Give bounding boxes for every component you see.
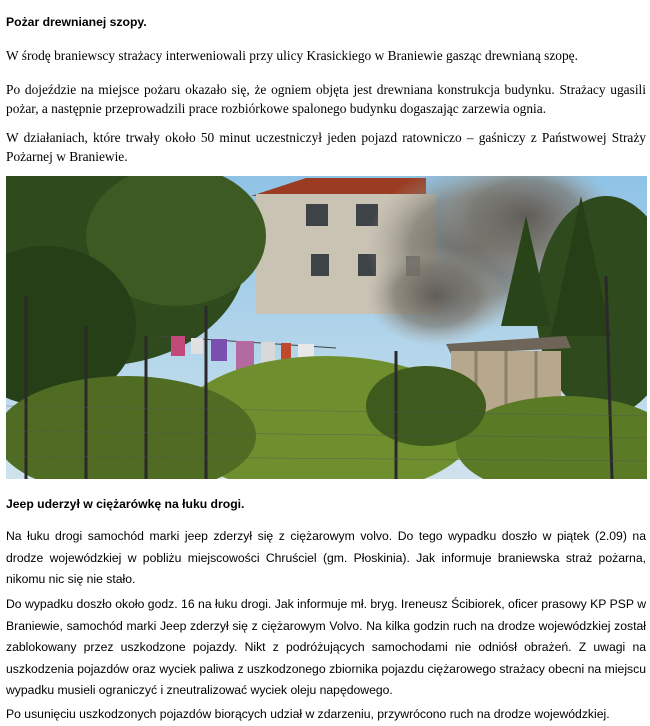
article1-paragraph-3: W działaniach, które trwały około 50 minut uczestniczył jeden pojazd ratowniczo – gaśniczy z Państwowej Straży Pożarnej w Braniewie. [6, 130, 646, 164]
article2-paragraph-3: Po usunięciu uszkodzonych pojazdów biorących udział w zdarzeniu, przywrócono ruch na drodze wojewódzkiej. [6, 707, 610, 721]
article1-paragraph-1: W środę braniewscy strażacy interweniowali przy ulicy Krasickiego w Braniewie gasząc drewnianą szopę. [6, 48, 578, 63]
fire-photo-illustration [6, 176, 647, 479]
house-window [311, 254, 329, 276]
article1-title: Pożar drewnianej szopy. [6, 15, 147, 29]
article2-title: Jeep uderzył w ciężarówkę na łuku drogi. [6, 497, 245, 511]
article2-paragraph-1: Na łuku drogi samochód marki jeep zderzył się z ciężarowym volvo. Do tego wypadku doszło w piątek (2.09) na drodze wojewódzkiej w pobliżu miejscowości Chruściel (gm. Płoskinia). Jak informuje braniewska straż pożarna, nikomu nic się nie stało. [6, 529, 646, 586]
house-window [306, 204, 328, 226]
article1-paragraph-2: Po dojeździe na miejsce pożaru okazało się, że ogniem objęta jest drewniana konstrukcja budynku. Strażacy ugasili pożar, a następnie przeprowadzili prace rozbiórkowe spalonego budynku dogaszając zarzewia ognia. [6, 82, 646, 116]
article2-paragraph-2: Do wypadku doszło około godz. 16 na łuku drogi. Jak informuje mł. bryg. Ireneusz Ścibiorek, oficer prasowy KP PSP w Braniewie, samochód marki Jeep zderzył się z ciężarowym Volvo. Na kilka godzin ruch na drodze wojewódzkiej został zablokowany przez uszkodzone pojazdy. Nikt z podróżujących samochodami nie odniósł obrażeń. Z uwagi na uszkodzenia pojazdów oraz wyciek paliwa z uszkodzonego zbiornika pojazdu ciężarowego strażacy obecni na miejscu wypadku musieli ograniczyć i zneutralizować wyciek oleju napędowego. [6, 597, 646, 697]
fire-photo [6, 176, 647, 479]
